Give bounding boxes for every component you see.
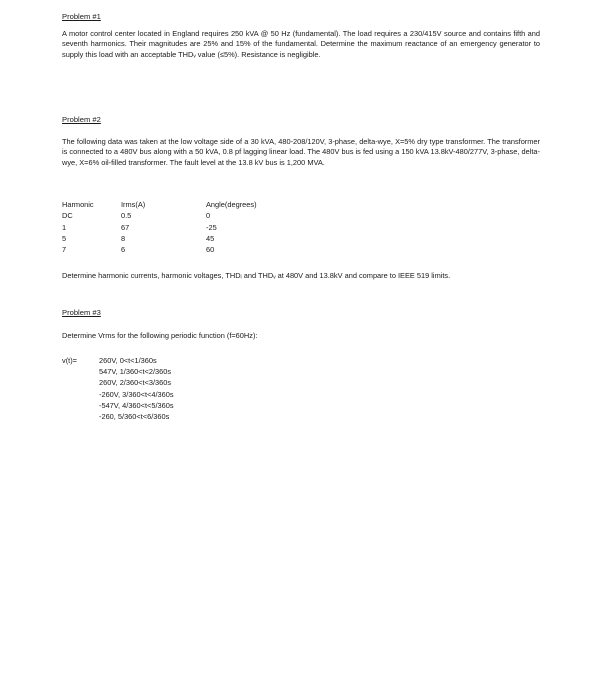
piecewise-line: -260, 5/360<t<6/360s [99, 411, 170, 421]
cell-angle: -25 [206, 222, 217, 232]
problem-2-heading: Problem #2 [62, 115, 101, 124]
col-header-harmonic: Harmonic [62, 200, 94, 209]
col-header-angle: Angle(degrees) [206, 200, 257, 209]
cell-angle: 60 [206, 245, 215, 255]
cell-angle: 0 [206, 211, 211, 221]
function-label: v(t)= [62, 356, 77, 365]
problem-2-text: The following data was taken at the low voltage side of a 30 kVA, 480-208/120V, 3-phase, delta-wye, X=5% dry type transformer. The transformer is connected to a 480V bus along with a 50 kVA, 0.8 pf lagging linear load. The 480V bus is fed using a 150 kVA 13.8kV-480/277V, 3-phase, delta-wye, X=6% oil-filled transformer. The fault level at the 13.8 kV bus is 1,200 MVA. [62, 137, 540, 167]
problem-1-text: A motor control center located in England requires 250 kVA @ 50 Hz (fundamental). The load requires a 230/415V source and contains fifth and seventh harmonics. Their magnitudes are 25% and 15% of the fundamental. Determine the maximum reactance of an emergency generator to supply this load with an acceptable THDᵥ value (≤5%). Resistance is negligible. [62, 29, 540, 59]
cell-angle: 45 [206, 233, 215, 243]
problem-1-heading: Problem #1 [62, 12, 101, 21]
piecewise-line: 547V, 1/360<t<2/360s [99, 367, 172, 377]
piecewise-line: 260V, 2/360<t<3/360s [99, 378, 172, 388]
cell-harmonic: 7 [62, 245, 67, 255]
piecewise-line: -260V, 3/360<t<4/360s [99, 389, 174, 399]
cell-harmonic: DC [62, 211, 73, 221]
cell-harmonic: 1 [62, 222, 67, 232]
col-header-irms: Irms(A) [121, 200, 146, 209]
problem-2-question: Determine harmonic currents, harmonic voltages, THDᵢ and THDᵥ at 480V and 13.8kV and compare to IEEE 519 limits. [62, 271, 451, 280]
piecewise-line: 260V, 0<t<1/360s [99, 356, 157, 365]
cell-irms: 67 [121, 222, 130, 232]
problem-3-intro: Determine Vrms for the following periodic function (f=60Hz): [62, 331, 258, 340]
cell-irms: 0.5 [121, 211, 132, 221]
problem-3-heading: Problem #3 [62, 308, 101, 317]
cell-harmonic: 5 [62, 233, 67, 243]
cell-irms: 6 [121, 245, 126, 255]
cell-irms: 8 [121, 233, 126, 243]
piecewise-function [99, 356, 174, 423]
piecewise-line: -547V, 4/360<t<5/360s [99, 400, 174, 410]
